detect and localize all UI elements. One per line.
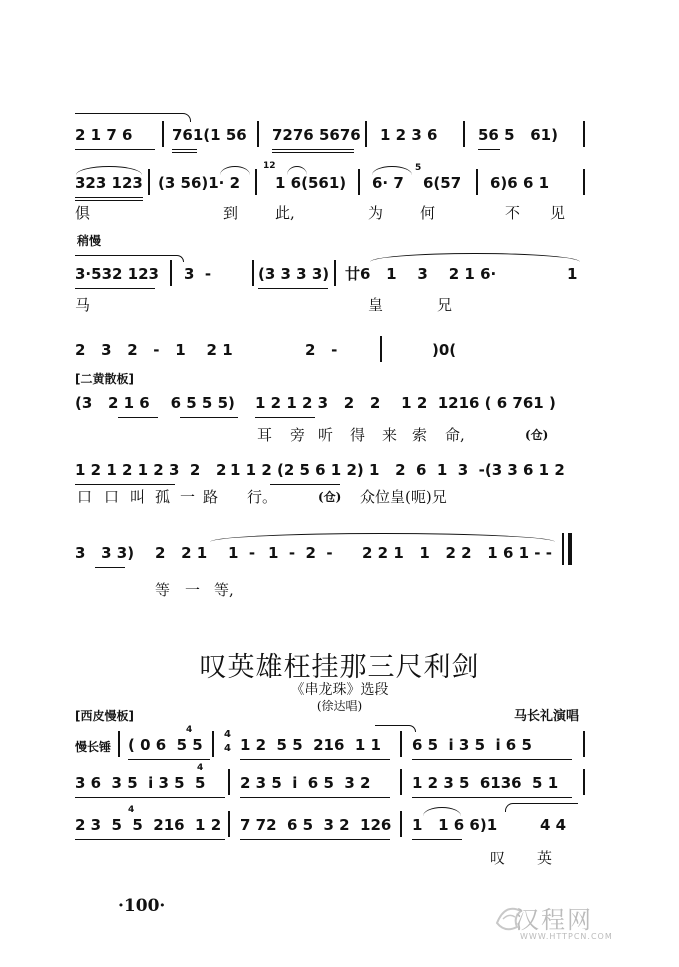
note-group: 6· 7 <box>372 174 404 192</box>
barline <box>476 169 478 195</box>
lyric-char: 命, <box>445 426 465 444</box>
barline <box>358 169 360 195</box>
phrase-bracket <box>375 725 416 732</box>
note-group: 3 - <box>184 265 212 283</box>
barline <box>463 121 465 147</box>
underline <box>412 759 572 760</box>
lyric-char: 不 <box>505 204 521 222</box>
note-group: 2 2 1 <box>155 544 208 562</box>
note-group: 761(1 56 <box>172 126 247 144</box>
lyric-char: 听 <box>318 426 334 444</box>
note-group: (3 56)1· 2 <box>158 174 241 192</box>
underline <box>272 149 354 150</box>
note-group: 1 1 6 6)1 <box>412 816 498 834</box>
score-row-5 <box>0 393 679 413</box>
lyric-char: 马 <box>75 296 91 314</box>
lyric-char: 皇 <box>368 296 384 314</box>
underline <box>240 797 390 798</box>
lyric-char: 一 <box>185 581 201 599</box>
barline <box>365 121 367 147</box>
performer-credit: 马长礼演唱 <box>513 709 579 724</box>
score-row-1 <box>0 125 679 145</box>
phrase-bracket <box>505 803 578 812</box>
lyric-char: 口 <box>77 488 93 506</box>
note-group: 1 2 1 2 1 2 3 2 2 <box>75 461 227 479</box>
underline <box>128 759 210 760</box>
barline <box>162 121 164 147</box>
lyrics-row-5 <box>0 580 679 600</box>
lyric-char: 行。 <box>247 488 278 506</box>
note-group: ( 0 6 5 5 <box>128 736 203 754</box>
slur <box>220 166 250 175</box>
score-row-4 <box>0 340 679 360</box>
underline <box>412 839 462 840</box>
lyric-char: 旁 <box>290 426 306 444</box>
tempo-label: 稍慢 <box>77 234 102 248</box>
barline <box>148 169 150 195</box>
song-title: 叹英雄枉挂那三尺利剑 <box>199 652 480 683</box>
grace-note: 4 <box>186 725 193 735</box>
lyric-char: 叹 <box>490 849 506 867</box>
note-group: 1 1 2 (2 5 6 1 2) 1 2 6 1 3 -(3 3 6 1 2 <box>230 461 565 479</box>
note-group: 廿6 1 3 2 1 6· <box>345 265 497 283</box>
watermark-text: 汉程网 <box>515 906 593 934</box>
lyric-char: 耳 <box>257 426 273 444</box>
phrase-bracket <box>75 113 191 122</box>
song-lyrics-row <box>0 848 679 868</box>
song-row-2 <box>0 763 679 793</box>
underline <box>258 288 328 289</box>
barline <box>252 260 254 286</box>
barline <box>228 811 230 837</box>
slur <box>76 166 142 175</box>
underline <box>240 839 390 840</box>
note-group: 2 3 2 - 1 2 1 <box>75 341 233 359</box>
note-group: 2 2 1 1 2 2 1 6 1 - - <box>362 544 552 562</box>
note-group: 3·532 123 <box>75 265 159 283</box>
barline <box>400 811 402 837</box>
slur <box>370 253 580 262</box>
time-signature-top: 4 <box>224 729 231 740</box>
underline <box>75 288 155 289</box>
barline <box>583 169 585 195</box>
underline <box>172 149 197 150</box>
lyrics-row-1 <box>0 203 679 223</box>
note-group: 323 123 <box>75 174 143 192</box>
note-group: 6)6 6 1 <box>490 174 550 192</box>
song-subtitle: 《串龙珠》选段 <box>290 682 389 698</box>
barline <box>400 769 402 795</box>
song-row-1 <box>0 725 679 755</box>
lyric-char: 兄 <box>437 296 453 314</box>
note-group: 2 1 7 6 <box>75 126 133 144</box>
score-row-6 <box>0 460 679 480</box>
lyric-char: 俱 <box>75 204 91 222</box>
note-group: 1 2 1 2 3 2 2 1 2 1216 ( 6 761 ) <box>255 394 556 412</box>
lyric-char: 叫 <box>130 488 146 506</box>
note-group: 3 6 3 5 i 3 5 5 <box>75 774 206 792</box>
barline <box>170 260 172 286</box>
grace-note: 5 <box>415 163 422 173</box>
score-row-7 <box>0 543 679 563</box>
grace-note: 4 <box>197 763 204 773</box>
singer-note: (徐达唱) <box>316 699 363 713</box>
note-group: 7276 5676 <box>272 126 361 144</box>
percussion-aside: (仓) <box>525 428 549 442</box>
slur <box>287 166 307 175</box>
barline <box>212 731 214 757</box>
lyric-char: 口 <box>104 488 120 506</box>
barline <box>583 731 585 757</box>
percussion-aside: (仓) <box>318 490 342 504</box>
underline <box>240 759 390 760</box>
note-group: 1 <box>567 265 578 283</box>
underline <box>272 152 354 153</box>
barline <box>257 121 259 147</box>
lyric-char: 来 <box>382 426 398 444</box>
slur <box>210 533 555 542</box>
lyric-char: 索 <box>412 426 428 444</box>
underline <box>180 417 238 418</box>
score-row-3 <box>0 264 679 284</box>
lyric-char: 到 <box>223 204 239 222</box>
note-group: 6(57 <box>423 174 462 192</box>
note-group: 1 - 2 - <box>268 544 333 562</box>
underline <box>75 484 175 485</box>
slur <box>423 807 461 816</box>
lyrics-row-3 <box>0 425 679 445</box>
barline <box>228 769 230 795</box>
lyrics-row-4 <box>0 487 679 507</box>
underline <box>95 567 125 568</box>
grace-note: 4 <box>128 805 135 815</box>
barline <box>118 731 120 757</box>
barline <box>334 260 336 286</box>
underline <box>478 149 500 150</box>
underline <box>172 152 197 153</box>
lyric-char: 得 <box>350 426 366 444</box>
note-group: 2 - <box>305 341 338 359</box>
phrase-bracket <box>75 255 184 262</box>
note-group: 4 4 <box>540 816 567 834</box>
lyric-char: 等, <box>214 581 234 599</box>
barline <box>255 169 257 195</box>
note-group: 2 3 5 i 6 5 3 2 <box>240 774 371 792</box>
note-group: 1 - <box>228 544 256 562</box>
underline <box>75 197 143 198</box>
song-row-3 <box>0 805 679 835</box>
note-group: 2 3 5 5 216 1 2 <box>75 816 222 834</box>
note-group: 1 2 3 6 <box>380 126 438 144</box>
barline <box>400 731 402 757</box>
slur <box>372 166 412 175</box>
underline <box>75 797 225 798</box>
barline <box>380 336 382 362</box>
tempo-label: 慢长锤 <box>75 740 112 754</box>
watermark-url: WWW.HTTPCN.COM <box>520 932 613 941</box>
note-group: 7 72 6 5 3 2 126 <box>240 816 392 834</box>
lyric-char: 孤 <box>155 488 171 506</box>
lyric-char: 见 <box>550 204 566 222</box>
lyric-char: 路 <box>203 488 219 506</box>
note-group: 1 6(561) <box>275 174 347 192</box>
underline <box>118 417 158 418</box>
mode-label: [西皮慢板] <box>75 709 134 723</box>
note-group: (3 2 1 6 6 5 5 5) <box>75 394 235 412</box>
barline <box>583 121 585 147</box>
page-number: ·100· <box>118 896 166 916</box>
note-group: 1 2 5 5 216 1 1 <box>240 736 381 754</box>
lyric-phrase: 众位皇(呃)兄 <box>360 488 447 506</box>
note-group: 56 5 61) <box>478 126 558 144</box>
lyric-char: 为 <box>368 204 384 222</box>
lyric-char: 一 <box>180 488 196 506</box>
time-signature-bottom: 4 <box>224 743 231 754</box>
lyric-char: 此, <box>275 204 295 222</box>
end-barline <box>568 533 572 565</box>
underline <box>75 149 155 150</box>
underline <box>75 839 225 840</box>
underline <box>255 417 315 418</box>
note-group: )0( <box>432 341 457 359</box>
lyrics-row-2 <box>0 295 679 315</box>
barline <box>562 533 564 565</box>
note-group: 1 2 3 5 6136 5 1 <box>412 774 559 792</box>
grace-note: 12 <box>263 161 276 171</box>
underline <box>270 484 340 485</box>
barline <box>583 769 585 795</box>
score-row-2 <box>0 161 679 193</box>
underline <box>75 200 143 201</box>
note-group: 6 5 i 3 5 i 6 5 <box>412 736 532 754</box>
note-group: (3 3 3 3) <box>258 265 330 283</box>
lyric-char: 等 <box>155 581 171 599</box>
lyric-char: 英 <box>537 849 553 867</box>
mode-label: [二黄散板] <box>75 372 134 386</box>
note-group: 3 3 3) <box>75 544 135 562</box>
lyric-char: 何 <box>420 204 436 222</box>
underline <box>412 797 572 798</box>
